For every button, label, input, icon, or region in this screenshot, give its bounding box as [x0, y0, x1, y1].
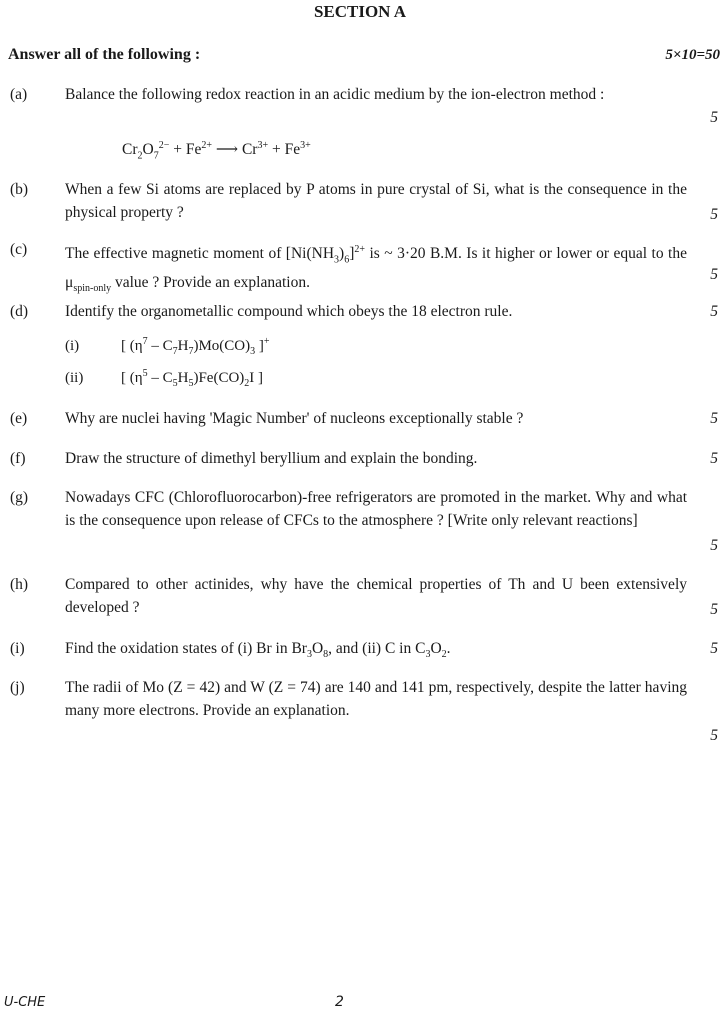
question-marks: 5	[710, 727, 718, 744]
question-text: Draw the structure of dimethyl beryllium and explain the bonding.	[65, 450, 478, 467]
question-marks: 5	[710, 109, 718, 126]
question-text: The radii of Mo (Z = 42) and W (Z = 74) are 140 and 141 pm, respectively, despite the latter having many more electrons. Provide an explanation.	[65, 679, 687, 719]
question-label: (h)	[10, 576, 29, 593]
paper-code: U-CHE	[4, 995, 46, 1010]
question-label: (j)	[10, 679, 25, 696]
question-text: When a few Si atoms are replaced by P atoms in pure crystal of Si, what is the consequence in the physical property ?	[65, 181, 687, 221]
question-label: (e)	[10, 410, 28, 427]
question-text: Why are nuclei having 'Magic Number' of nucleons exceptionally stable ?	[65, 410, 524, 427]
question-marks: 5	[710, 450, 718, 467]
question-marks: 5	[710, 266, 718, 283]
option-i	[65, 336, 270, 357]
question-label: (b)	[10, 181, 29, 198]
question-text: Identify the organometallic compound which obeys the 18 electron rule.	[65, 303, 513, 320]
question-label: (a)	[10, 86, 28, 103]
question-marks: 5	[710, 640, 718, 657]
option-label: (ii)	[65, 370, 84, 386]
instruction: Answer all of the following :	[8, 46, 201, 63]
question-label: (c)	[10, 241, 28, 258]
redox-equation: $Cr_2O_7^{2-} + Fe^{2+}$ ⟶ $Cr^{3+} + Fe^{3+}$	[122, 140, 311, 162]
question-marks: 5	[710, 206, 718, 223]
question-text: Compared to other actinides, why have the chemical properties of Th and U been extensively developed ?	[65, 576, 687, 616]
question-text: Find the oxidation states of (i) Br in $Br_3O_8$, and (ii) C in $C_3O_2$.	[65, 640, 451, 661]
option-formula: [ $(\eta^5 - C_5H_5)Fe(CO)_2I$ ]	[121, 368, 264, 389]
question-text: Balance the following redox reaction in an acidic medium by the ion-electron method :	[65, 86, 605, 103]
question-label: (g)	[10, 489, 29, 506]
question-marks: 5	[710, 410, 718, 427]
page-number: 2	[335, 994, 344, 1010]
question-label: (f)	[10, 450, 26, 467]
question-label: (d)	[10, 303, 29, 320]
option-label: (i)	[65, 338, 80, 354]
question-marks: 5	[710, 303, 718, 320]
question-text: Nowadays CFC (Chlorofluorocarbon)-free refrigerators are promoted in the market. Why and what is the consequence upon release of CFCs to the atmosphere ? [Write only relevant reactions]	[65, 489, 687, 529]
option-ii	[65, 368, 263, 389]
question-label: (i)	[10, 640, 25, 657]
question-text: The effective magnetic moment of $[Ni(NH_3)_6]^{2+}$ is ~ 3·20 B.M. Is it higher or lower or equal to the $\mu_{spin-only}$ value ? Provide an explanation.	[65, 244, 687, 295]
total-marks: 5×10=50	[665, 47, 720, 63]
question-marks: 5	[710, 601, 718, 618]
question-marks: 5	[710, 537, 718, 554]
section-title: SECTION A	[313, 2, 407, 21]
option-formula: [ $(\eta^7 - C_7H_7)Mo(CO)_3$ ]+	[121, 336, 270, 357]
